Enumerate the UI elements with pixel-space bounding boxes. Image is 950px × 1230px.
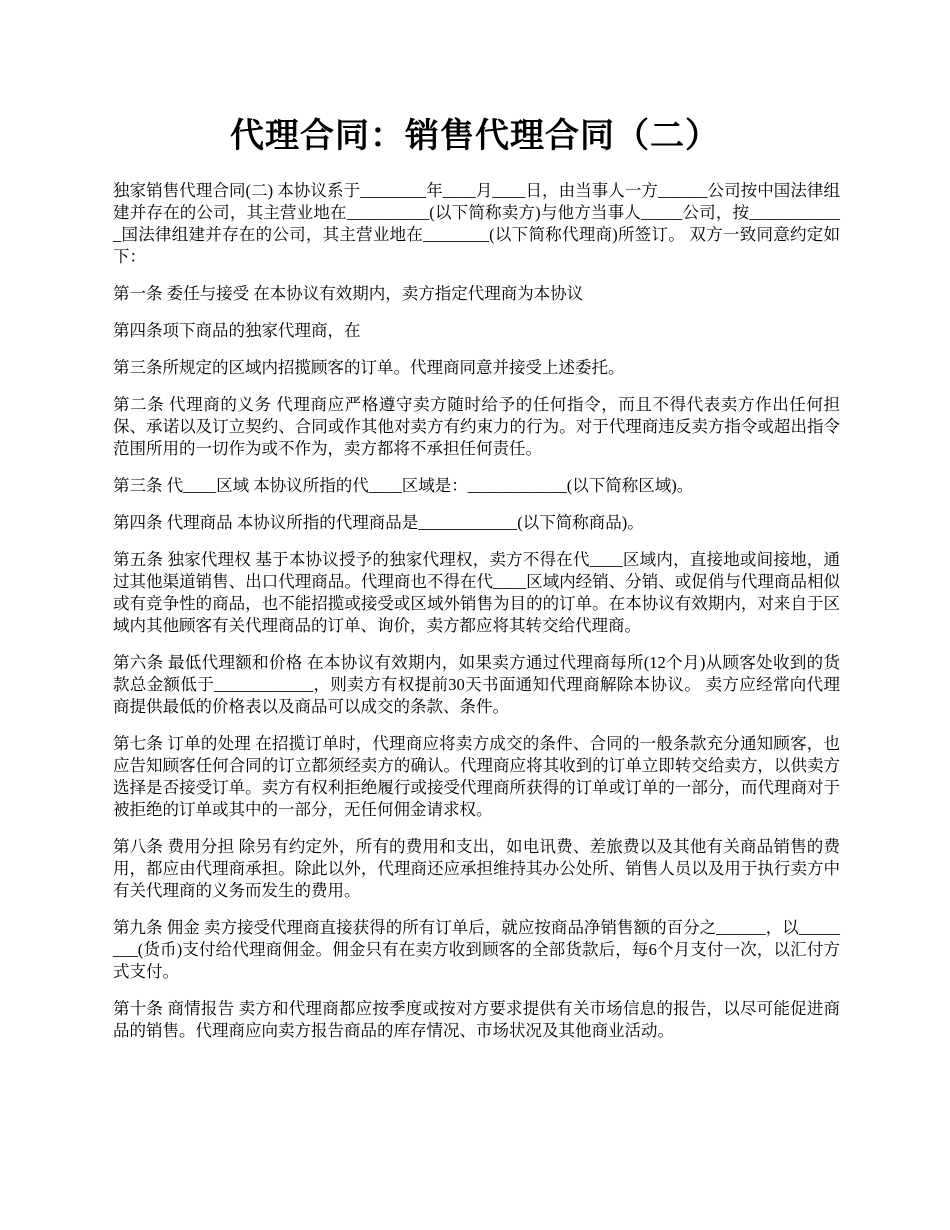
- paragraph-article-7: 第七条 订单的处理 在招揽订单时，代理商应将卖方成交的条件、合同的一般条款充分通知顾客，也应告知顾客任何合同的订立都须经卖方的确认。代理商应将其收到的订单立即转交给卖方，以供卖方选择是否接受订单。卖方有权利拒绝履行或接受代理商所获得的订单或订单的一部分，而代理商对于被拒绝的订单或其中的一部分，无任何佣金请求权。: [113, 734, 840, 819]
- document-body: [113, 180, 840, 1057]
- paragraph-article-6: 第六条 最低代理额和价格 在本协议有效期内，如果卖方通过代理商每所(12个月)从顾客处收到的货款总金额低于____________，则卖方有权提前30天书面通知代理商解除本协议。 卖方应经常向代理商提供最低的价格表以及商品可以成交的条款、条件。: [113, 653, 840, 716]
- paragraph-article-4: 第四条 代理商品 本协议所指的代理商品是____________(以下简称商品)。: [113, 513, 644, 532]
- paragraph-article-4-ref: 第四条项下商品的独家代理商，在: [113, 321, 361, 340]
- paragraph-article-9: 第九条 佣金 卖方接受代理商直接获得的所有订单后，就应按商品净销售额的百分之______，以________(货币)支付给代理商佣金。佣金只有在卖方收到顾客的全部货款后，每6个月支付一次，以汇付方式支付。: [113, 918, 840, 981]
- paragraph-article-3-ref: 第三条所规定的区域内招揽顾客的订单。代理商同意并接受上述委托。: [113, 358, 625, 377]
- document-title: 代理合同：销售代理合同（二）: [230, 116, 720, 156]
- paragraph-preamble: 独家销售代理合同(二) 本协议系于________年____月____日，由当事人一方______公司按中国法律组建并存在的公司，其主营业地在__________(以下简称卖方)与他方当事人_____公司，按____________国法律组建并存在的公司，其主营业地在________(以下简称代理商)所签订。 双方一致同意约定如下：: [113, 181, 840, 266]
- paragraph-article-1: 第一条 委任与接受 在本协议有效期内，卖方指定代理商为本协议: [113, 284, 584, 303]
- paragraph-article-5: 第五条 独家代理权 基于本协议授予的独家代理权，卖方不得在代____区域内，直接地或间接地，通过其他渠道销售、出口代理商品。代理商也不得在代____区域内经销、分销、或促俏与代理商品相似或有竞争性的商品，也不能招揽或接受或区域外销售为目的的订单。在本协议有效期内，对来自于区域内其他顾客有关代理商品的订单、询价，卖方都应将其转交给代理商。: [113, 550, 840, 635]
- paragraph-article-8: 第八条 费用分担 除另有约定外，所有的费用和支出，如电讯费、差旅费以及其他有关商品销售的费用，都应由代理商承担。除此以外，代理商还应承担维持其办公处所、销售人员以及用于执行卖方中有关代理商的义务而发生的费用。: [113, 837, 840, 900]
- paragraph-article-10: 第十条 商情报告 卖方和代理商都应按季度或按对方要求提供有关市场信息的报告，以尽可能促进商品的销售。代理商应向卖方报告商品的库存情况、市场状况及其他商业活动。: [113, 999, 840, 1040]
- paragraph-article-3: 第三条 代____区域 本协议所指的代____区域是：____________(以下简称区域)。: [113, 476, 694, 495]
- paragraph-article-2: 第二条 代理商的义务 代理商应严格遵守卖方随时给予的任何指令，而且不得代表卖方作出任何担保、承诺以及订立契约、合同或作其他对卖方有约束力的行为。对于代理商违反卖方指令或超出指令范围所用的一切作为或不作为，卖方都将不承担任何责任。: [113, 395, 840, 458]
